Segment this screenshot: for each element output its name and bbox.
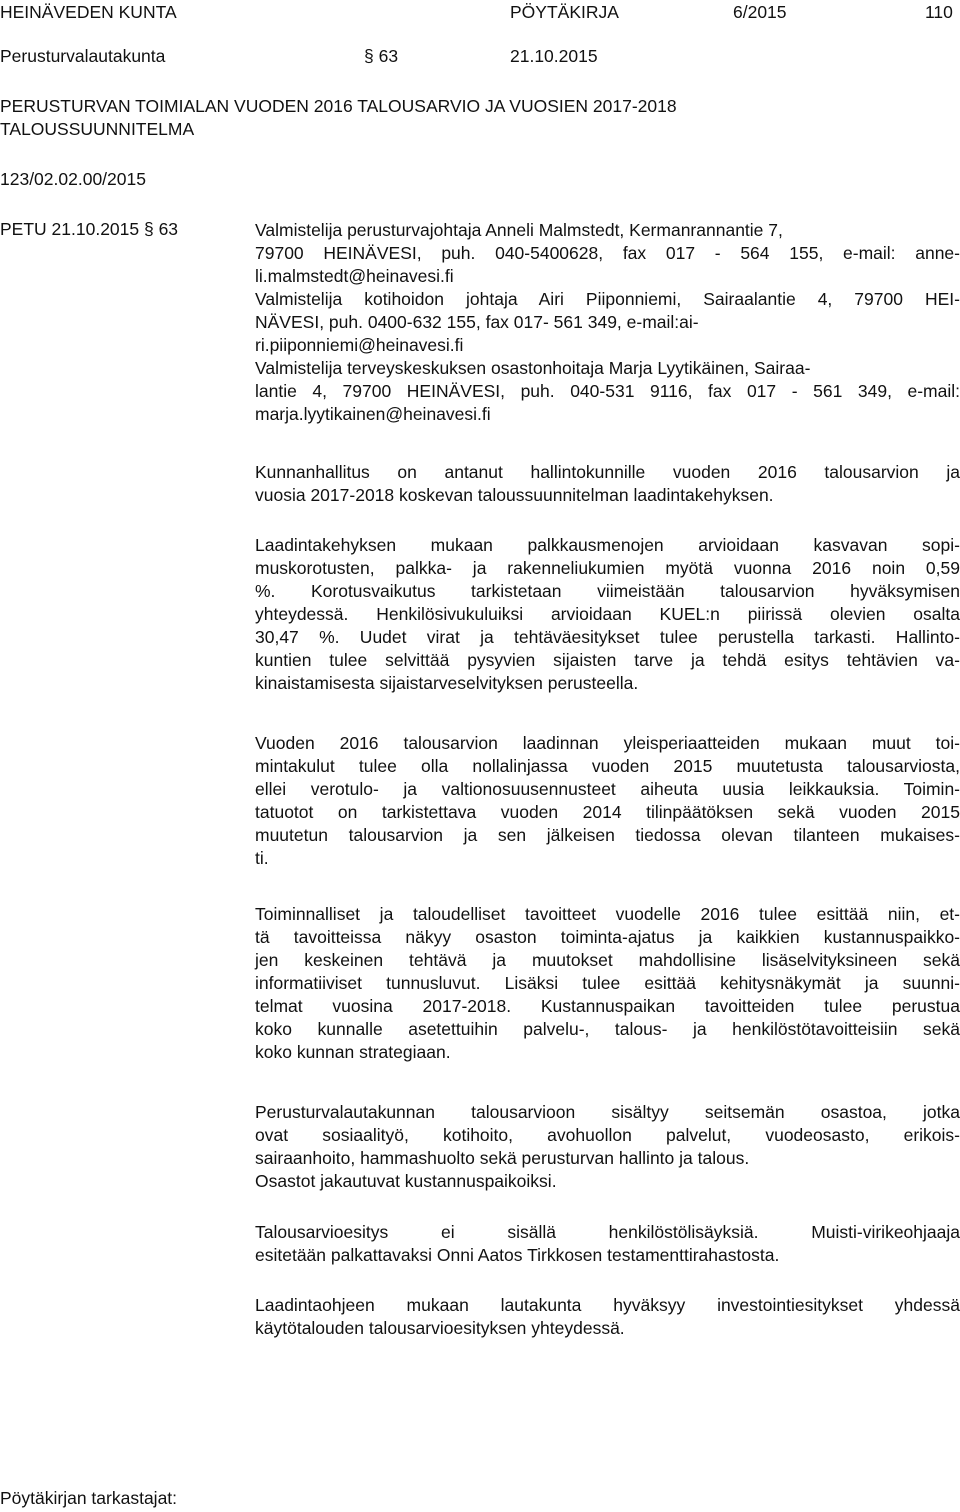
paragraph-line: ellei verotulo- ja valtionosuusennusteet aiheuta uusia leikkauksia. Toimin- <box>255 779 960 799</box>
paragraph-line: 30,47 %. Uudet virat ja tehtäväesitykset tulee perustella tarkasti. Hallinto- <box>255 627 960 647</box>
paragraph-operating-costs <box>255 732 960 870</box>
paragraph-line: %. Korotusvaikutus tarkistetaan viimeistään talousarvion hyväksymisen <box>255 581 960 601</box>
paragraph-line: informatiiviset tunnusluvut. Lisäksi tulee esittää kehitysnäkymät ja suunni- <box>255 973 960 993</box>
paragraph-investments <box>255 1294 960 1340</box>
paragraph-line: Vuoden 2016 talousarvion laadinnan yleisperiaatteiden mukaan muut toi- <box>255 733 960 753</box>
paragraph-staffing <box>255 1221 960 1267</box>
organization-name: HEINÄVEDEN KUNTA <box>0 2 177 22</box>
paragraph-line: tä tavoitteissa näkyy osaston toiminta-ajatus ja kaikkien kustannuspaikko- <box>255 927 960 947</box>
paragraph-line: Laadintaohjeen mukaan lautakunta hyväksyy investointiesitykset yhdessä <box>255 1295 960 1315</box>
section-number-value: 63 <box>378 46 399 66</box>
paragraph-line: telmat vuosina 2017-2018. Kustannuspaikan tavoitteiden tulee perustua <box>255 996 960 1016</box>
presenter-line: li.malmstedt@heinavesi.fi <box>255 266 454 286</box>
document-title-line-1: PERUSTURVAN TOIMIALAN VUODEN 2016 TALOUSARVIO JA VUOSIEN 2017-2018 <box>0 96 677 116</box>
paragraph-line: jen keskeinen tehtävä ja muutokset mahdollisine lisäselvityksineen sekä <box>255 950 960 970</box>
presenter-line: lantie 4, 79700 HEINÄVESI, puh. 040-531 9116, fax 017 - 561 349, e-mail: <box>255 381 960 401</box>
paragraph-line: käytötalouden talousarvioesityksen yhteydessä. <box>255 1318 625 1338</box>
paragraph-line: Toiminnalliset ja taloudelliset tavoitteet vuodelle 2016 tulee esittää niin, et- <box>255 904 960 924</box>
paragraph-line: Laadintakehyksen mukaan palkkausmenojen arvioidaan kasvavan sopi- <box>255 535 960 555</box>
paragraph-line: kuntien tulee selvittää pysyvien sijaisten tarve ja tehdä esitys tehtävien va- <box>255 650 960 670</box>
document-type: PÖYTÄKIRJA <box>510 2 619 22</box>
issue-number: 6/2015 <box>733 2 787 22</box>
paragraph-departments <box>255 1101 960 1193</box>
paragraph-line: Perusturvalautakunnan talousarvioon sisältyy seitsemän osastoa, jotka <box>255 1102 960 1122</box>
board-name: Perusturvalautakunta <box>0 46 166 66</box>
presenter-line: 79700 HEINÄVESI, puh. 040-5400628, fax 017 - 564 155, e-mail: anne- <box>255 243 960 263</box>
paragraph-line: muskorotusten, palkka- ja rakenneliukumien myötä vuonna 2016 noin 0,59 <box>255 558 960 578</box>
paragraph-line: sairaanhoito, hammashuolto sekä perusturvan hallinto ja talous. <box>255 1148 750 1168</box>
paragraph-line: Kunnanhallitus on antanut hallintokunnille vuoden 2016 talousarvion ja <box>255 462 960 482</box>
paragraph-framework <box>255 461 960 507</box>
presenter-line: marja.lyytikainen@heinavesi.fi <box>255 404 491 424</box>
paragraph-line: kinaistamisesta sijaistarveselvityksen perusteella. <box>255 673 639 693</box>
item-label: PETU 21.10.2015 § 63 <box>0 219 179 239</box>
presenters-block <box>255 219 960 426</box>
paragraph-line: ti. <box>255 848 269 868</box>
paragraph-line: vuosia 2017-2018 koskevan taloussuunnitelman laadintakehyksen. <box>255 485 774 505</box>
reference-number: 123/02.02.00/2015 <box>0 169 146 189</box>
paragraph-line: koko kunnan strategiaan. <box>255 1042 451 1062</box>
paragraph-line: yhteydessä. Henkilösivukuluiksi arvioidaan KUEL:n piirissä olevien osalta <box>255 604 960 624</box>
paragraph-objectives <box>255 903 960 1064</box>
presenter-line: NÄVESI, puh. 0400-632 155, fax 017- 561 349, e-mail:ai- <box>255 312 699 332</box>
page-number: 110 <box>925 2 953 22</box>
section-number: § 63 <box>364 46 399 66</box>
presenter-line: ri.piiponniemi@heinavesi.fi <box>255 335 464 355</box>
paragraph-salaries <box>255 534 960 695</box>
paragraph-line: Talousarvioesitys ei sisällä henkilöstölisäyksiä. Muisti-virikeohjaaja <box>255 1222 960 1242</box>
document-title-line-2: TALOUSSUUNNITELMA <box>0 119 195 139</box>
paragraph-line: koko kunnalle asetettuihin palvelu-, talous- ja henkilöstötavoitteisiin sekä <box>255 1019 960 1039</box>
paragraph-line: esitetään palkattavaksi Onni Aatos Tirkkosen testamenttirahastosta. <box>255 1245 780 1265</box>
paragraph-line: Osastot jakautuvat kustannuspaikoiksi. <box>255 1171 557 1191</box>
presenter-line: Valmistelija kotihoidon johtaja Airi Piiponniemi, Sairaalantie 4, 79700 HEI- <box>255 289 960 309</box>
presenter-line: Valmistelija perusturvajohtaja Anneli Malmstedt, Kermanrannantie 7, <box>255 220 783 240</box>
paragraph-line: ovat sosiaalityö, kotihoito, avohuollon palvelut, vuodeosasto, erikois- <box>255 1125 960 1145</box>
presenter-line: Valmistelija terveyskeskuksen osastonhoitaja Marja Lyytikäinen, Sairaa- <box>255 358 811 378</box>
reviewers-label: Pöytäkirjan tarkastajat: <box>0 1488 178 1508</box>
paragraph-line: tatuotot on tarkistettava vuoden 2014 tilinpäätöksen sekä vuoden 2015 <box>255 802 960 822</box>
paragraph-line: mintakulut tulee olla nollalinjassa vuoden 2015 muutetusta talousarviosta, <box>255 756 960 776</box>
paragraph-line: muutetun talousarvion ja sen jälkeisen tiedossa olevan tilanteen mukaises- <box>255 825 960 845</box>
meeting-date: 21.10.2015 <box>510 46 598 66</box>
